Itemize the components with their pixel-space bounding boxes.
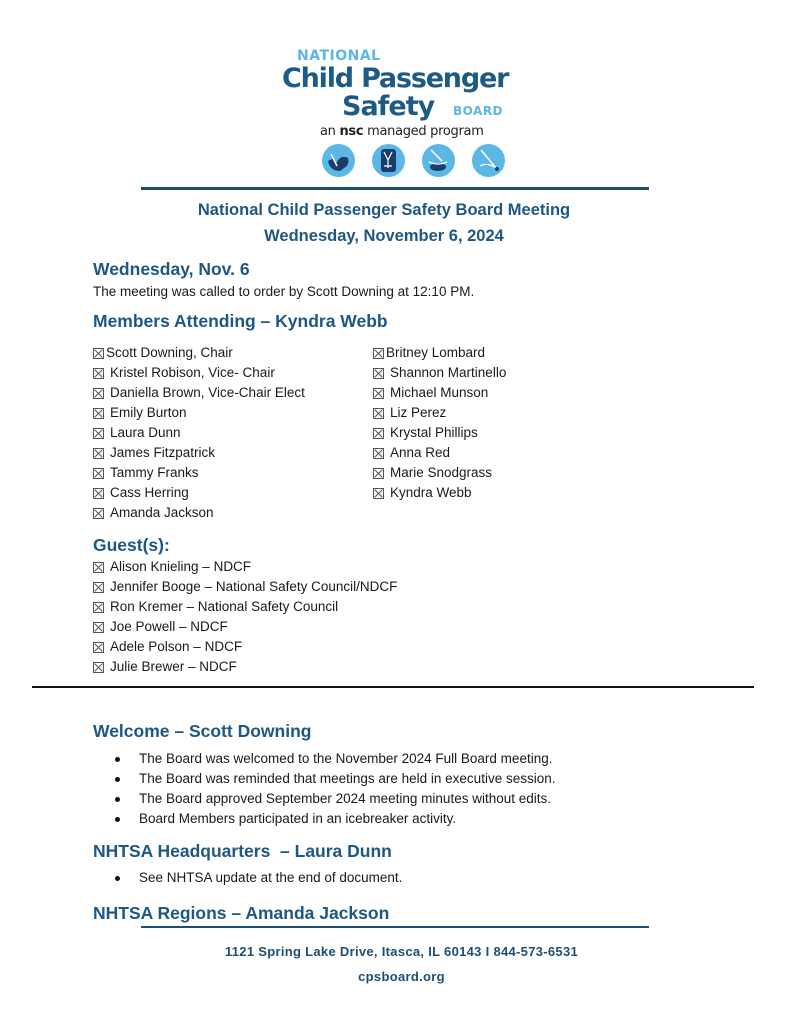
member-name: Shannon Martinello — [390, 365, 507, 380]
tagline-brand: nsc — [339, 124, 364, 139]
guest-name: Jennifer Booge – National Safety Council/NDCF — [110, 579, 398, 594]
member-name: Liz Perez — [390, 405, 447, 420]
welcome-bullets — [115, 749, 555, 829]
nhtsa-hq-bullets — [115, 868, 402, 888]
member-item — [93, 403, 305, 423]
meeting-date: Wednesday, November 6, 2024 — [264, 227, 504, 245]
checked-box-icon — [93, 662, 104, 673]
member-item — [373, 483, 506, 503]
member-name: Laura Dunn — [110, 425, 181, 440]
member-item — [373, 363, 506, 383]
welcome-heading: Welcome – Scott Downing — [93, 721, 312, 741]
checked-box-icon — [93, 408, 104, 419]
bullet-icon — [115, 876, 120, 881]
logo-safety-text: Safety — [342, 91, 435, 122]
guest-name: Alison Knieling – NDCF — [110, 559, 252, 574]
nhtsa-regions-heading: NHTSA Regions – Amanda Jackson — [93, 903, 390, 923]
member-name: Krystal Phillips — [390, 425, 478, 440]
call-to-order-text: The meeting was called to order by Scott Downing at 12:10 PM. — [93, 284, 475, 299]
checked-box-icon — [373, 428, 384, 439]
member-item — [373, 423, 506, 443]
checked-box-icon — [373, 368, 384, 379]
checked-box-icon — [93, 582, 104, 593]
tagline-post: managed program — [363, 124, 484, 139]
member-name: Cass Herring — [110, 485, 189, 500]
guest-item — [93, 617, 397, 637]
bullet-item — [115, 769, 555, 789]
bullet-item — [115, 868, 402, 888]
nsc-cps-board-logo — [280, 48, 520, 183]
guest-name: Julie Brewer – NDCF — [110, 659, 237, 674]
guest-item — [93, 577, 397, 597]
document-title: National Child Passenger Safety Board Meeting — [197, 201, 571, 219]
bullet-item — [115, 809, 555, 829]
seat-belt-icon — [472, 144, 505, 177]
checked-box-icon — [373, 488, 384, 499]
member-item — [93, 423, 305, 443]
checked-box-icon — [93, 508, 104, 519]
member-name: Anna Red — [390, 445, 451, 460]
tagline-pre: an — [320, 124, 340, 139]
logo-icon-row — [322, 144, 505, 177]
member-name: James Fitzpatrick — [110, 445, 216, 460]
members-list-right — [373, 343, 506, 503]
checked-box-icon — [93, 348, 104, 359]
member-name: Britney Lombard — [386, 345, 486, 360]
checked-box-icon — [93, 428, 104, 439]
bullet-text: The Board approved September 2024 meeting minutes without edits. — [139, 791, 551, 806]
bullet-text: See NHTSA update at the end of document. — [139, 870, 403, 885]
member-item — [93, 443, 305, 463]
bullet-item — [115, 749, 555, 769]
guests-list — [93, 557, 397, 677]
member-name: Scott Downing, Chair — [106, 345, 233, 360]
checked-box-icon — [373, 408, 384, 419]
member-name: Daniella Brown, Vice-Chair Elect — [110, 385, 305, 400]
checked-box-icon — [373, 448, 384, 459]
bullet-text: The Board was reminded that meetings are held in executive session. — [139, 771, 556, 786]
checked-box-icon — [93, 388, 104, 399]
member-name: Kristel Robison, Vice- Chair — [110, 365, 275, 380]
guest-name: Adele Polson – NDCF — [110, 639, 243, 654]
bullet-icon — [115, 817, 120, 822]
bullet-text: The Board was welcomed to the November 2024 Full Board meeting. — [139, 751, 553, 766]
checked-box-icon — [93, 622, 104, 633]
footer-website-link[interactable]: cpsboard.org — [358, 969, 445, 984]
member-item — [93, 483, 305, 503]
member-item — [93, 343, 305, 363]
checked-box-icon — [93, 368, 104, 379]
member-item — [373, 383, 506, 403]
bullet-icon — [115, 757, 120, 762]
booster-seat-icon — [422, 144, 455, 177]
member-item — [93, 383, 305, 403]
guest-item — [93, 557, 397, 577]
checked-box-icon — [93, 468, 104, 479]
bullet-item — [115, 789, 555, 809]
checked-box-icon — [373, 388, 384, 399]
logo-child-passenger-text: Child Passenger — [282, 63, 509, 94]
members-heading: Members Attending – Kyndra Webb — [93, 311, 388, 331]
checked-box-icon — [93, 642, 104, 653]
checked-box-icon — [93, 488, 104, 499]
footer-address: 1121 Spring Lake Drive, Itasca, IL 60143 I 844-573-6531 — [224, 944, 579, 959]
member-item — [93, 503, 305, 523]
member-item — [373, 463, 506, 483]
member-item — [373, 403, 506, 423]
member-item — [373, 443, 506, 463]
member-item — [373, 343, 506, 363]
member-name: Tammy Franks — [110, 465, 199, 480]
logo-national-text: NATIONAL — [297, 48, 381, 64]
member-item — [93, 463, 305, 483]
member-item — [93, 363, 305, 383]
footer-divider — [141, 926, 649, 928]
harness-seat-icon — [372, 144, 405, 177]
guest-item — [93, 597, 397, 617]
members-list-left — [93, 343, 305, 523]
bullet-icon — [115, 777, 120, 782]
member-name: Kyndra Webb — [390, 485, 472, 500]
member-name: Marie Snodgrass — [390, 465, 493, 480]
guest-name: Ron Kremer – National Safety Council — [110, 599, 339, 614]
checked-box-icon — [93, 448, 104, 459]
section-divider — [32, 686, 754, 688]
guests-heading: Guest(s): — [93, 535, 170, 555]
member-name: Amanda Jackson — [110, 505, 214, 520]
checked-box-icon — [373, 348, 384, 359]
checked-box-icon — [93, 602, 104, 613]
day-heading: Wednesday, Nov. 6 — [93, 259, 250, 279]
member-name: Emily Burton — [110, 405, 187, 420]
infant-seat-icon — [322, 144, 355, 177]
header-divider — [141, 187, 649, 190]
bullet-text: Board Members participated in an icebreaker activity. — [139, 811, 457, 826]
checked-box-icon — [373, 468, 384, 479]
checked-box-icon — [93, 562, 104, 573]
guest-item — [93, 657, 397, 677]
logo-tagline — [320, 124, 484, 139]
guest-name: Joe Powell – NDCF — [110, 619, 228, 634]
member-name: Michael Munson — [390, 385, 489, 400]
bullet-icon — [115, 797, 120, 802]
nhtsa-hq-heading: NHTSA Headquarters – Laura Dunn — [93, 841, 392, 861]
logo-board-text: BOARD — [453, 104, 504, 118]
guest-item — [93, 637, 397, 657]
